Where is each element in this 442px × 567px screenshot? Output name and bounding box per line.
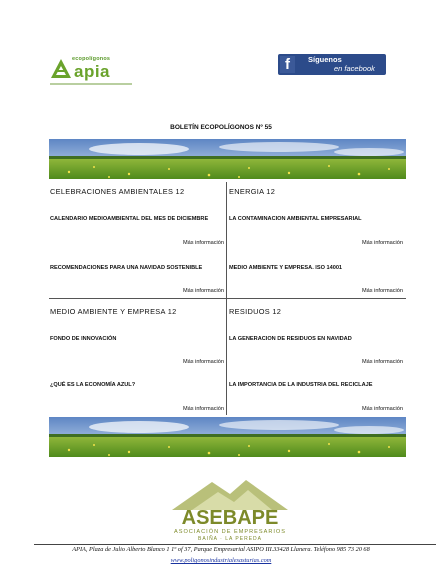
section-title-celebraciones: CELEBRACIONES AMBIENTALES 12 <box>50 187 185 196</box>
asebape-line1: ASOCIACIÓN DE EMPRESARIOS <box>173 529 287 535</box>
newsletter-title: BOLETÍN ECOPOLÍGONOS Nº 55 <box>170 124 272 131</box>
item-fondo-innovacion[interactable]: FONDO DE INNOVACIÓN <box>50 336 117 342</box>
item-calendario[interactable]: CALENDARIO MEDIOAMBIENTAL DEL MES DE DICIEMBRE <box>50 216 209 222</box>
section-title-medio-ambiente: MEDIO AMBIENTE Y EMPRESA 12 <box>50 307 177 316</box>
apia-logo-top-text: ecopolígonos <box>72 56 111 62</box>
more-info-link[interactable]: Más información <box>182 406 224 412</box>
item-iso-14001[interactable]: MEDIO AMBIENTE Y EMPRESA. ISO 14001 <box>229 265 343 271</box>
item-industria-reciclaje[interactable]: LA IMPORTANCIA DE LA INDUSTRIA DEL RECICLAJE <box>229 382 373 388</box>
footer-divider <box>34 544 436 545</box>
asebape-line2: BAIÑA · LA PEREDA <box>198 536 262 542</box>
facebook-button[interactable] <box>278 54 386 75</box>
item-economia-azul[interactable]: ¿QUÉ ES LA ECONOMÍA AZUL? <box>50 382 136 388</box>
apia-logo-text: apia <box>74 62 111 81</box>
apia-triangle-icon <box>50 58 72 80</box>
facebook-icon: f <box>280 56 295 73</box>
facebook-line1: Síguenos <box>308 55 342 64</box>
section-title-energia: ENERGIA 12 <box>229 187 276 196</box>
more-info-link[interactable]: Más información <box>182 240 224 246</box>
footer-address: APIA, Plaza de Julio Alberto Blanco 1 1º of 37, Parque Empresarial ASIPO III.33428 Llanera. Teléfono 985 73 20 68 <box>72 546 370 553</box>
facebook-line2: en facebook <box>334 64 375 73</box>
apia-logo-underline <box>50 83 132 85</box>
bottom-banner-image <box>49 417 406 457</box>
section-title-residuos: RESIDUOS 12 <box>229 307 282 316</box>
asebape-name: ASEBAPE <box>181 507 279 529</box>
item-residuos-navidad[interactable]: LA GENERACION DE RESIDUOS EN NAVIDAD <box>229 336 352 342</box>
more-info-link[interactable]: Más información <box>361 288 403 294</box>
more-info-link[interactable]: Más información <box>361 240 403 246</box>
more-info-link[interactable]: Más información <box>361 406 403 412</box>
more-info-link[interactable]: Más información <box>361 359 403 365</box>
item-contaminacion[interactable]: LA CONTAMINACION AMBIENTAL EMPRESARIAL <box>229 216 362 222</box>
top-banner-image <box>49 139 406 179</box>
asebape-logo <box>162 476 298 542</box>
item-navidad-sostenible[interactable]: RECOMENDACIONES PARA UNA NAVIDAD SOSTENIBLE <box>50 265 203 271</box>
row-divider <box>49 298 406 299</box>
apia-logo <box>50 54 130 90</box>
more-info-link[interactable]: Más información <box>182 359 224 365</box>
footer-website-link[interactable]: www.poligonosindustrialesasturias.com <box>170 557 272 564</box>
more-info-link[interactable]: Más información <box>182 288 224 294</box>
